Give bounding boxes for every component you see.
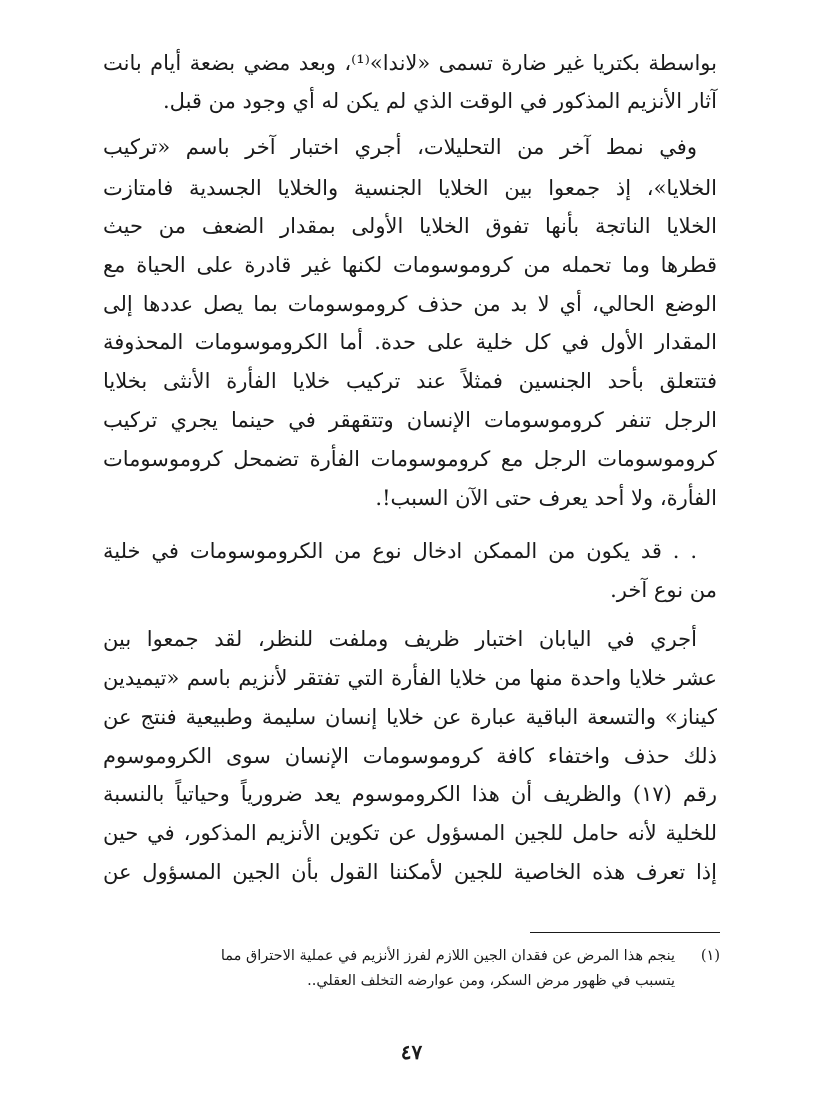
footnote-line: ينجم هذا المرض عن فقدان الجين اللازم لفرز الأنزيم في عملية الاحتراق مما (220, 948, 675, 964)
text-line: إذا تعرف هذه الخاصية للجين لأمكننا القول بأن الجين المسؤول عن (103, 860, 717, 884)
text-line: آثار الأنزيم المذكور في الوقت الذي لم يكن له أي وجود من قبل. (163, 89, 717, 113)
text-line: الرجل تنفر كروموسومات الإنسان وتتقهقر في حينما يجري تركيب (103, 408, 717, 432)
text-line: المقدار الأول في كل خلية على حدة. أما الكروموسومات المحذوفة (103, 330, 717, 354)
footnote-number: (١) (700, 948, 720, 964)
text-line: بواسطة بكتريا غير ضارة تسمى «لاندا»⁽¹⁾، وبعد مضي بضعة أيام بانت (103, 51, 717, 75)
text-line: . . قد يكون من الممكن ادخال نوع من الكروموسومات في خلية (103, 539, 697, 563)
footnote-separator (530, 932, 720, 933)
text-line: كروموسومات الرجل مع كروموسومات الفأرة تضمحل كروموسومات (103, 447, 717, 471)
text-line: قطرها وما تحمله من كروموسومات لكنها غير قادرة على الحياة مع (103, 253, 717, 277)
text-line: الخلايا»، إذ جمعوا بين الخلايا الجنسية والخلايا الجسدية فامتازت (103, 176, 717, 200)
text-line: فتتعلق بأحد الجنسين فمثلاً عند تركيب خلايا الفأرة الأنثى بخلايا (103, 369, 717, 393)
text-line: للخلية لأنه حامل للجين المسؤول عن تكوين الأنزيم المذكور، في حين (103, 821, 717, 845)
text-line: الوضع الحالي، أي لا بد من حذف كروموسومات بما يصل عددها إلى (103, 292, 717, 316)
text-line: عشر خلايا واحدة منها من خلايا الفأرة التي تفتقر لأنزيم باسم «تيميدين (103, 666, 717, 690)
text-line: ذلك حذف واختفاء كافة كروموسومات الإنسان سوى الكروموسوم (103, 744, 717, 768)
text-line: وفي نمط آخر من التحليلات، أجري اختبار آخر باسم «تركيب (103, 135, 697, 159)
footnote-line: يتسبب في ظهور مرض السكر، ومن عوارضه التخلف العقلي.. (307, 973, 675, 989)
page-number: ٤٧ (400, 1040, 423, 1064)
text-line: الفأرة، ولا أحد يعرف حتى الآن السبب!. (375, 486, 717, 510)
text-line: كيناز» والتسعة الباقية عبارة عن خلايا إنسان سليمة وطبيعية فنتج عن (103, 705, 717, 729)
text-line: أجري في اليابان اختبار ظريف وملفت للنظر، لقد جمعوا بين (103, 627, 697, 651)
text-line: من نوع آخر. (610, 578, 717, 602)
text-line: رقم (١٧) والظريف أن هذا الكروموسوم يعد ضرورياً وحياتياً بالنسبة (103, 782, 718, 806)
text-line: الخلايا الناتجة بأنها تفوق الخلايا الأولى بمقدار الضعف من حيث (103, 214, 717, 238)
